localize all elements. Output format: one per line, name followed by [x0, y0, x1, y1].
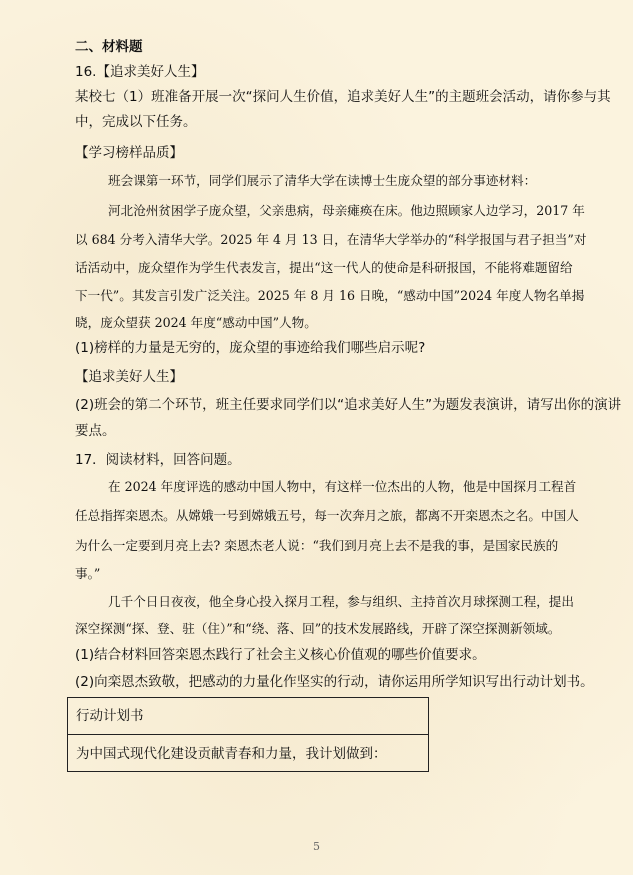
q16-question-2-line-2: 要点。 — [75, 423, 116, 439]
q16-material-line-6: 晓，庞众望获 2024 年度“感动中国”人物。 — [75, 315, 317, 330]
q17-para1-line-3: 为什么一定要到月亮上去? 栾恩杰老人说：“我们到月亮上去不是我的事，是国家民族的 — [75, 538, 559, 553]
q16-subtitle-1: 【学习榜样品质】 — [75, 145, 183, 161]
q16-material-line-2: 河北沧州贫困学子庞众望，父亲患病，母亲瘫痪在床。他边照顾家人边学习，2017 年 — [108, 203, 585, 218]
section-title: 二、材料题 — [75, 39, 143, 55]
q16-intro-line-1: 某校七（1）班准备开展一次“探问人生价值，追求美好人生”的主题班会活动，请你参与其 — [75, 89, 611, 105]
q16-intro-line-2: 中，完成以下任务。 — [75, 114, 197, 130]
action-plan-header-row — [68, 698, 428, 735]
q16-question-2-line-1: (2)班会的第二个环节，班主任要求同学们以“追求美好人生”为题发表演讲，请写出你的演讲 — [75, 397, 622, 413]
action-plan-prompt: 为中国式现代化建设贡献青春和力量，我计划做到： — [76, 746, 387, 762]
q16-question-1: (1)榜样的力量是无穷的，庞众望的事迹给我们哪些启示呢? — [75, 340, 426, 356]
q17-question-1: (1)结合材料回答栾恩杰践行了社会主义核心价值观的哪些价值要求。 — [75, 647, 486, 663]
q17-para2-line-1: 几千个日日夜夜，他全身心投入探月工程，参与组织、主持首次月球探测工程，提出 — [108, 594, 574, 609]
q17-para1-line-1: 在 2024 年度评选的感动中国人物中，有这样一位杰出的人物，他是中国探月工程首 — [108, 479, 577, 494]
action-plan-header: 行动计划书 — [76, 708, 144, 724]
q16-material-line-1: 班会课第一环节，同学们展示了清华大学在读博士生庞众望的部分事迹材料： — [108, 173, 537, 188]
q16-heading: 16.【追求美好人生】 — [75, 64, 205, 80]
q17-para2-line-2: 深空探测“探、登、驻（住）”和“绕、落、回”的技术发展路线，开辟了深空探测新领域。 — [75, 621, 561, 636]
action-plan-body-row[interactable] — [68, 734, 428, 771]
q17-para1-line-2: 任总指挥栾恩杰。从嫦娥一号到嫦娥五号，每一次奔月之旅，都离不开栾恩杰之名。中国人 — [75, 508, 579, 523]
q16-material-line-3: 以 684 分考入清华大学。2025 年 4 月 13 日，在清华大学举办的“科学报国与君子担当”对 — [75, 232, 587, 247]
q17-para1-line-4: 事。” — [75, 566, 101, 581]
q17-heading: 17．阅读材料，回答问题。 — [75, 452, 241, 468]
q16-material-line-5: 下一代”。其发言引发广泛关注。2025 年 8 月 16 日晚，“感动中国”2024 年度人物名单揭 — [75, 288, 585, 303]
action-plan-table — [67, 697, 429, 772]
page-number: 5 — [313, 840, 320, 853]
q16-material-line-4: 话活动中，庞众望作为学生代表发言，提出“这一代人的使命是科研报国，不能将难题留给 — [75, 260, 573, 275]
q16-subtitle-2: 【追求美好人生】 — [75, 369, 183, 385]
q17-question-2: (2)向栾恩杰致敬，把感动的力量化作坚实的行动，请你运用所学知识写出行动计划书。 — [75, 674, 594, 690]
